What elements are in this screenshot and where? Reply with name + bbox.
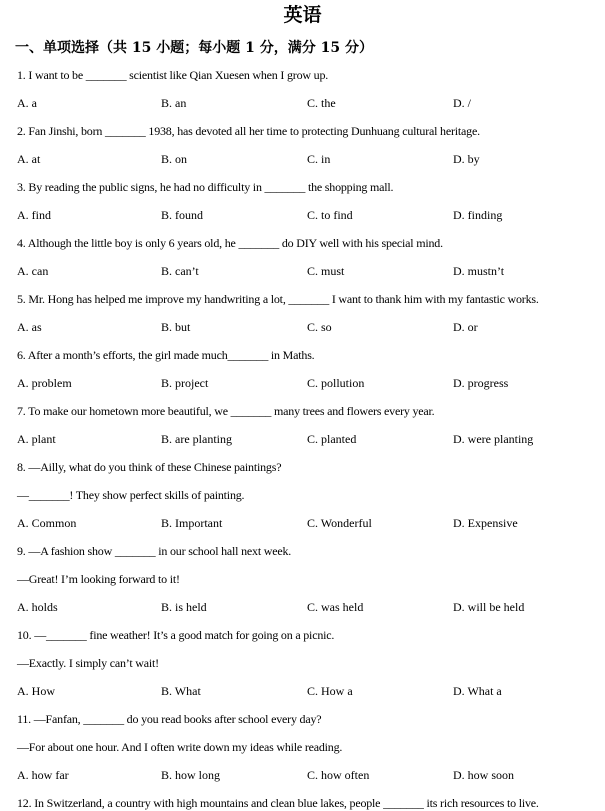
question-stem: 11. —Fanfan, _______ do you read books after school every day? xyxy=(17,712,322,726)
option-a: A. holds xyxy=(17,600,58,614)
option-a: A. can xyxy=(17,264,49,278)
option-c: C. to find xyxy=(307,208,353,222)
option-b: B. how long xyxy=(161,768,221,782)
option-d: D. were planting xyxy=(453,432,534,446)
question-stem: 10. —_______ fine weather! It’s a good match for going on a picnic. xyxy=(17,628,335,642)
page-title: 英语 xyxy=(283,4,322,26)
option-c: C. in xyxy=(307,152,331,166)
option-a: A. problem xyxy=(17,376,72,390)
option-d: D. or xyxy=(453,320,478,334)
question-stem: 4. Although the little boy is only 6 years old, he _______ do DIY well with his special mind. xyxy=(17,236,443,250)
option-d: D. mustn’t xyxy=(453,264,505,278)
option-d: D. / xyxy=(453,96,471,110)
option-d: D. Expensive xyxy=(453,516,518,530)
option-b: B. project xyxy=(161,376,209,390)
question-stem: 9. —A fashion show _______ in our school hall next week. xyxy=(17,544,292,558)
dialogue-line: —For about one hour. And I often write down my ideas while reading. xyxy=(17,740,343,754)
question-stem: 6. After a month’s efforts, the girl made much_______ in Maths. xyxy=(17,348,315,362)
option-a: A. at xyxy=(17,152,41,166)
option-d: D. by xyxy=(453,152,480,166)
question-stem: 7. To make our hometown more beautiful, we _______ many trees and flowers every year. xyxy=(17,404,435,418)
option-b: B. an xyxy=(161,96,187,110)
option-a: A. a xyxy=(17,96,37,110)
option-c: C. was held xyxy=(307,600,364,614)
option-a: A. Common xyxy=(17,516,77,530)
option-b: B. is held xyxy=(161,600,207,614)
option-d: D. how soon xyxy=(453,768,515,782)
dialogue-line: —Great! I’m looking forward to it! xyxy=(17,572,180,586)
option-d: D. will be held xyxy=(453,600,525,614)
option-b: B. but xyxy=(161,320,191,334)
option-a: A. as xyxy=(17,320,42,334)
section-heading: 一、单项选择（共 15 小题；每小题 1 分，满分 15 分） xyxy=(15,40,373,56)
option-d: D. finding xyxy=(453,208,503,222)
option-c: C. how often xyxy=(307,768,370,782)
question-stem: 2. Fan Jinshi, born _______ 1938, has devoted all her time to protecting Dunhuang cultural heritage. xyxy=(17,124,480,138)
option-a: A. find xyxy=(17,208,51,222)
option-b: B. on xyxy=(161,152,188,166)
option-c: C. the xyxy=(307,96,336,110)
option-d: D. progress xyxy=(453,376,509,390)
option-a: A. how far xyxy=(17,768,69,782)
question-stem: 5. Mr. Hong has helped me improve my handwriting a lot, _______ I want to thank him with my fantastic works. xyxy=(17,292,539,306)
question-stem: 12. In Switzerland, a country with high mountains and clean blue lakes, people _______ its rich resources to live. xyxy=(17,796,539,810)
option-b: B. can’t xyxy=(161,264,199,278)
option-b: B. found xyxy=(161,208,203,222)
question-stem: 3. By reading the public signs, he had no difficulty in _______ the shopping mall. xyxy=(17,180,394,194)
option-c: C. How a xyxy=(307,684,353,698)
option-b: B. What xyxy=(161,684,201,698)
option-c: C. so xyxy=(307,320,332,334)
dialogue-line: —_______! They show perfect skills of painting. xyxy=(17,488,245,502)
question-stem: 8. —Ailly, what do you think of these Chinese paintings? xyxy=(17,460,282,474)
question-stem: 1. I want to be _______ scientist like Qian Xuesen when I grow up. xyxy=(17,68,329,82)
option-c: C. planted xyxy=(307,432,357,446)
option-c: C. pollution xyxy=(307,376,365,390)
option-d: D. What a xyxy=(453,684,502,698)
dialogue-line: —Exactly. I simply can’t wait! xyxy=(17,656,159,670)
option-b: B. Important xyxy=(161,516,223,530)
option-a: A. plant xyxy=(17,432,56,446)
option-a: A. How xyxy=(17,684,55,698)
option-c: C. must xyxy=(307,264,345,278)
option-c: C. Wonderful xyxy=(307,516,372,530)
option-b: B. are planting xyxy=(161,432,232,446)
